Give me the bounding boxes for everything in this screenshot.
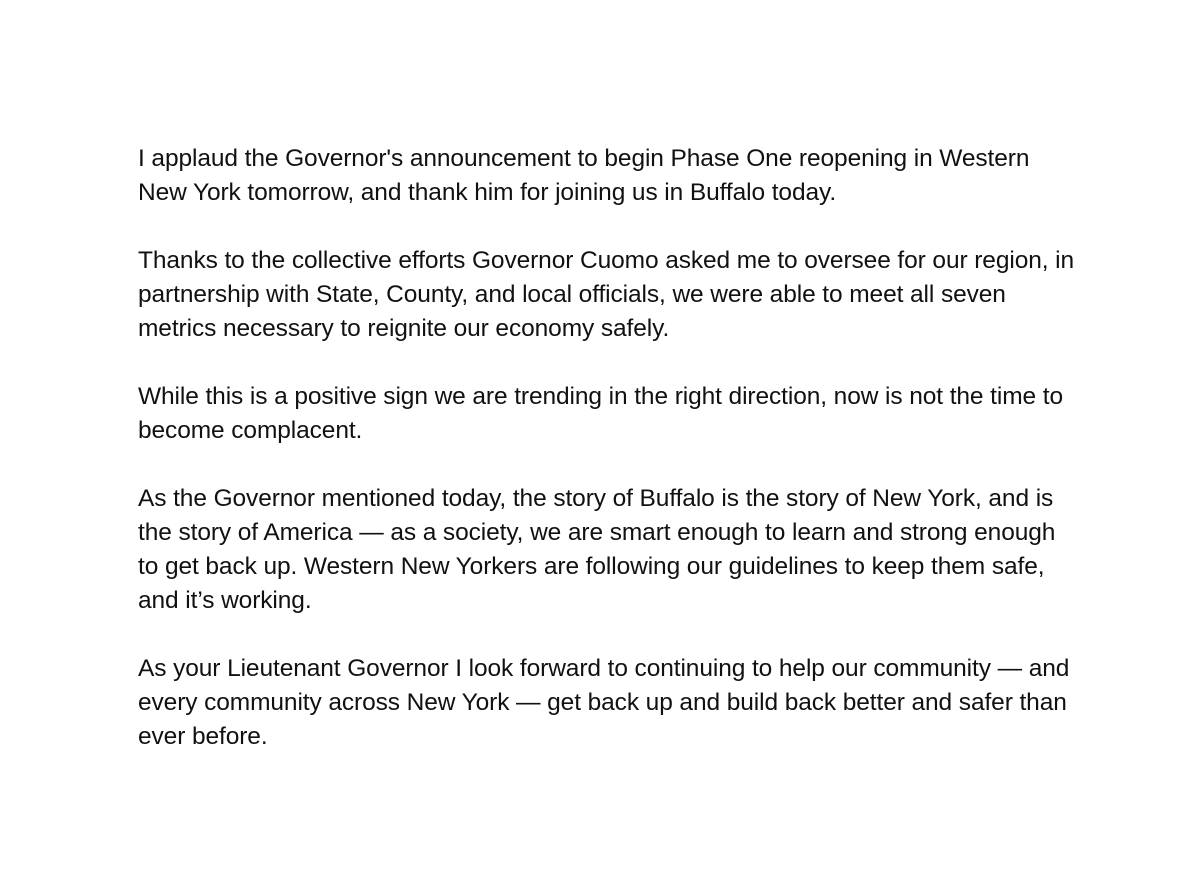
paragraph-lieutenant-governor: As your Lieutenant Governor I look forward to continuing to help our community — and every community across New York — get back up and build back better and safer than ever before. — [138, 655, 1070, 750]
paragraph-collective-efforts: Thanks to the collective efforts Governor Cuomo asked me to oversee for our region, in partnership with State, County, and local officials, we were able to meet all seven metrics necessary to reignite our economy safely. — [138, 247, 1075, 342]
statement-body — [138, 142, 1078, 754]
paragraph-phase-one-announcement: I applaud the Governor's announcement to begin Phase One reopening in Western New York tomorrow, and thank him for joining us in Buffalo today. — [138, 145, 1030, 206]
paragraph-not-complacent: While this is a positive sign we are trending in the right direction, now is not the time to become complacent. — [138, 383, 1063, 444]
paragraph-story-of-buffalo: As the Governor mentioned today, the story of Buffalo is the story of New York, and is the story of America — as a society, we are smart enough to learn and strong enough to get back up. Western New Yorkers are following our guidelines to keep them safe, and it’s working. — [138, 485, 1056, 614]
